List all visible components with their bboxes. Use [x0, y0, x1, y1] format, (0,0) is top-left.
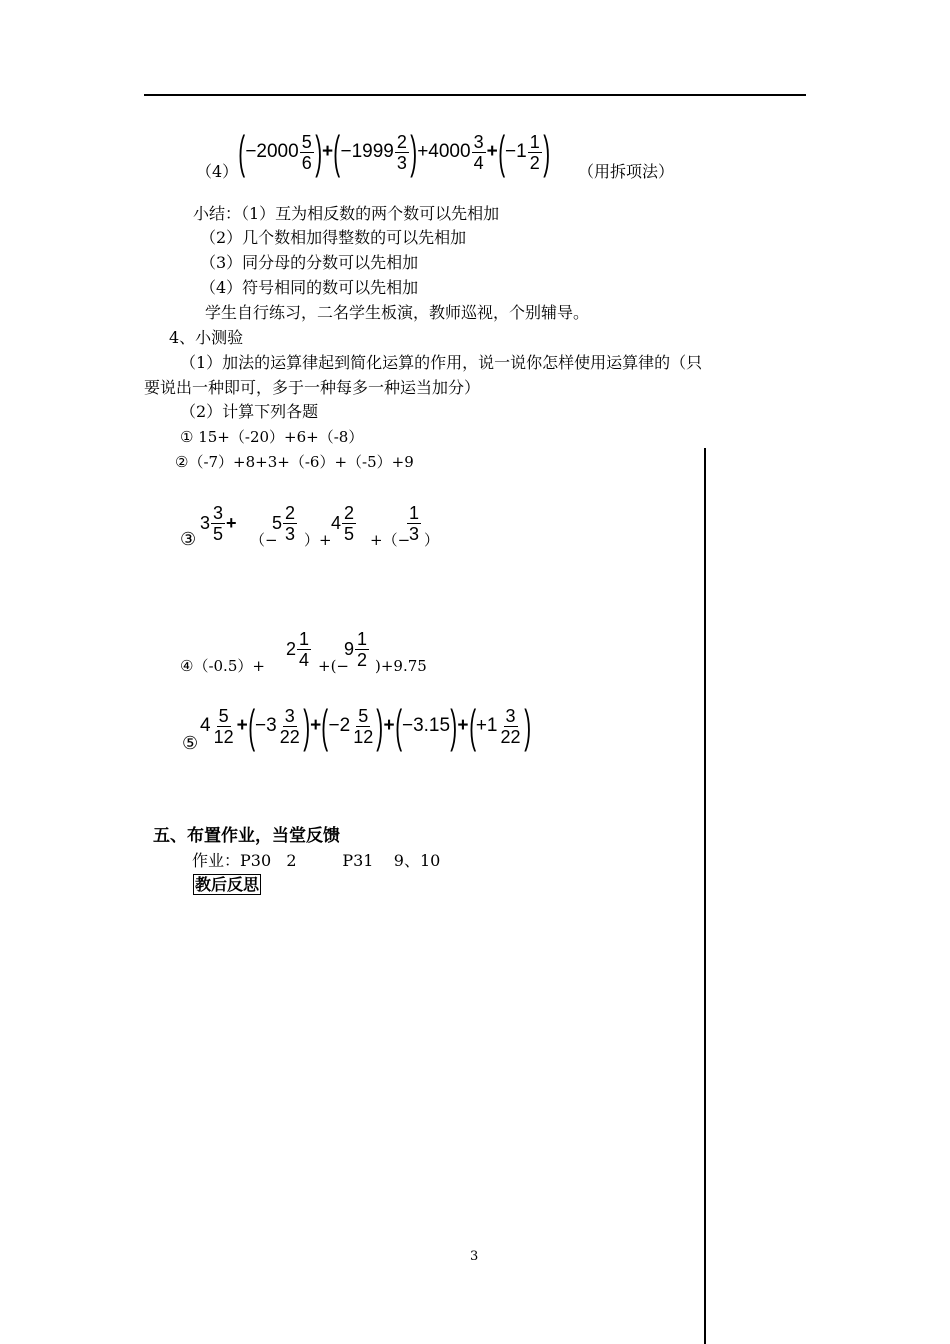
summary-line-1: 小结：（1）互为相反数的两个数可以先相加: [193, 204, 500, 223]
item3-b-fraction: [283, 503, 297, 544]
item5-a-num: 5: [218, 705, 229, 726]
item3-b-prefix: （−: [250, 531, 278, 549]
p4-t2-den: 3: [396, 152, 407, 173]
item4-tail: )+9.75: [375, 657, 427, 675]
item3-c-number: [331, 498, 357, 548]
item3-d-den: 3: [409, 523, 420, 544]
item4-a-num: 1: [299, 628, 310, 649]
summary-line-3: （3）同分母的分数可以先相加: [200, 253, 419, 272]
item5-e-den: 22: [500, 726, 521, 747]
item4-a-whole: 2: [286, 638, 297, 659]
homework-line: 作业：P30 2 P31 9、10: [192, 851, 441, 870]
item3-b-num: 2: [285, 502, 296, 523]
p4-t4-fraction: [528, 132, 542, 173]
item5-c-den: 12: [353, 726, 374, 747]
item3-d-fraction: [407, 503, 421, 544]
item4-a-den: 4: [299, 649, 310, 670]
p4-t3-fraction: [472, 132, 486, 173]
item5-label: ⑤: [182, 733, 199, 754]
item4-label: ④（-0.5）+: [180, 657, 265, 675]
item4-b-num: 1: [357, 628, 368, 649]
item3-b-den: 3: [285, 523, 296, 544]
problem4-note: （用拆项法）: [578, 162, 675, 181]
quiz-q1-line1: （1）加法的运算律起到简化运算的作用，说一说你怎样使用运算律的（只: [180, 353, 703, 372]
item5-b-whole: −3: [255, 715, 277, 736]
item5-a-den: 12: [213, 726, 234, 747]
left-paren: (: [333, 126, 341, 178]
problem4-label: （4）: [196, 162, 239, 181]
p4-t2-whole: −1999: [340, 141, 394, 162]
item5-op: +: [310, 715, 322, 736]
problem4-expression: [238, 124, 550, 180]
left-paren: (: [321, 700, 329, 752]
p4-op1: +: [322, 141, 334, 162]
p4-t4-num: 1: [529, 131, 540, 152]
item3-c-num: 2: [344, 502, 355, 523]
p4-t4-den: 2: [529, 152, 540, 173]
item5-expression: [200, 698, 531, 754]
item3-label: ③: [180, 529, 197, 550]
p4-t3-den: 4: [473, 152, 484, 173]
item3-d-suffix: ）: [424, 531, 440, 549]
right-column-rule: [704, 448, 706, 1344]
item3-b-number: [272, 498, 298, 548]
item5-b-den: 22: [279, 726, 300, 747]
item4-b-whole: 9: [344, 638, 355, 659]
item4-a-fraction: [297, 629, 311, 670]
item3-a-whole: 3: [200, 512, 211, 533]
item3-a-den: 5: [213, 523, 224, 544]
left-paren: (: [247, 700, 255, 752]
item4-a-number: [286, 624, 312, 674]
item5-e-num: 3: [505, 705, 516, 726]
item3-c-whole: 4: [331, 512, 342, 533]
item5-c-fraction: [351, 706, 375, 747]
item4-mid: +(−: [318, 657, 349, 675]
quiz-item-2: ②（-7）+8+3+（-6）+（-5）+9: [175, 453, 414, 471]
right-paren: ): [302, 700, 310, 752]
p4-t1-num: 5: [301, 131, 312, 152]
left-paren: (: [468, 700, 476, 752]
p4-op3: +: [486, 141, 498, 162]
item5-c-whole: −2: [328, 715, 351, 736]
p4-t1-whole: −2000: [245, 141, 299, 162]
item5-d-value: −3.15: [401, 715, 451, 736]
left-paren: (: [238, 126, 246, 178]
right-paren: ): [410, 126, 417, 178]
item3-d-prefix: +（−: [370, 531, 411, 549]
left-paren: (: [497, 126, 505, 178]
item5-c-num: 5: [358, 705, 369, 726]
quiz-heading: 4、小测验: [169, 328, 244, 347]
summary-line-2: （2）几个数相加得整数的可以先相加: [200, 228, 467, 247]
quiz-q2: （2）计算下列各题: [180, 402, 319, 421]
header-rule: [144, 94, 806, 96]
right-paren: ): [376, 700, 384, 752]
item3-b-suffix: ）+: [304, 531, 332, 549]
item5-b-num: 3: [284, 705, 295, 726]
summary-line-5: 学生自行练习，二名学生板演，教师巡视，个别辅导。: [205, 303, 590, 322]
item5-a-whole: 4: [200, 715, 211, 736]
right-paren: ): [450, 700, 458, 752]
item4-b-number: [344, 624, 370, 674]
item3-d-number: [406, 498, 422, 548]
summary-line-4: （4）符号相同的数可以先相加: [200, 278, 419, 297]
item3-a-num: 3: [213, 502, 224, 523]
right-paren: ): [314, 126, 322, 178]
p4-t4-whole: −1: [505, 141, 527, 162]
item3-c-fraction: [342, 503, 356, 544]
item5-e-fraction: [499, 706, 523, 747]
item3-expression: [200, 498, 237, 548]
item5-e-whole: +1: [475, 715, 498, 736]
item3-a-fraction: [211, 503, 225, 544]
item3-d-num: 1: [409, 502, 420, 523]
quiz-q1-line2: 要说出一种即可，多于一种每多一种运当加分）: [144, 378, 481, 397]
p4-t1-fraction: [300, 132, 314, 173]
p4-op2: +4000: [417, 141, 471, 162]
item5-op: +: [236, 715, 248, 736]
reflection-label: 教后反思: [195, 875, 260, 894]
item5-b-fraction: [278, 706, 302, 747]
item5-op: +: [457, 715, 469, 736]
page-number: 3: [470, 1249, 479, 1264]
quiz-item-1: ① 15+（-20）+6+（-8）: [180, 428, 364, 446]
item5-op: +: [383, 715, 395, 736]
right-paren: ): [523, 700, 531, 752]
right-paren: ): [542, 126, 550, 178]
item3-b-whole: 5: [272, 512, 283, 533]
p4-t2-num: 2: [396, 131, 407, 152]
p4-t2-fraction: [395, 132, 409, 173]
item5-a-fraction: [212, 706, 236, 747]
item4-b-fraction: [355, 629, 369, 670]
item3-a-op: +: [226, 512, 237, 533]
p4-t3-num: 3: [473, 131, 484, 152]
item4-b-den: 2: [357, 649, 368, 670]
left-paren: (: [394, 700, 402, 752]
item3-c-den: 5: [344, 523, 355, 544]
section5-heading: 五、布置作业，当堂反馈: [153, 826, 340, 846]
p4-t1-den: 6: [301, 152, 312, 173]
